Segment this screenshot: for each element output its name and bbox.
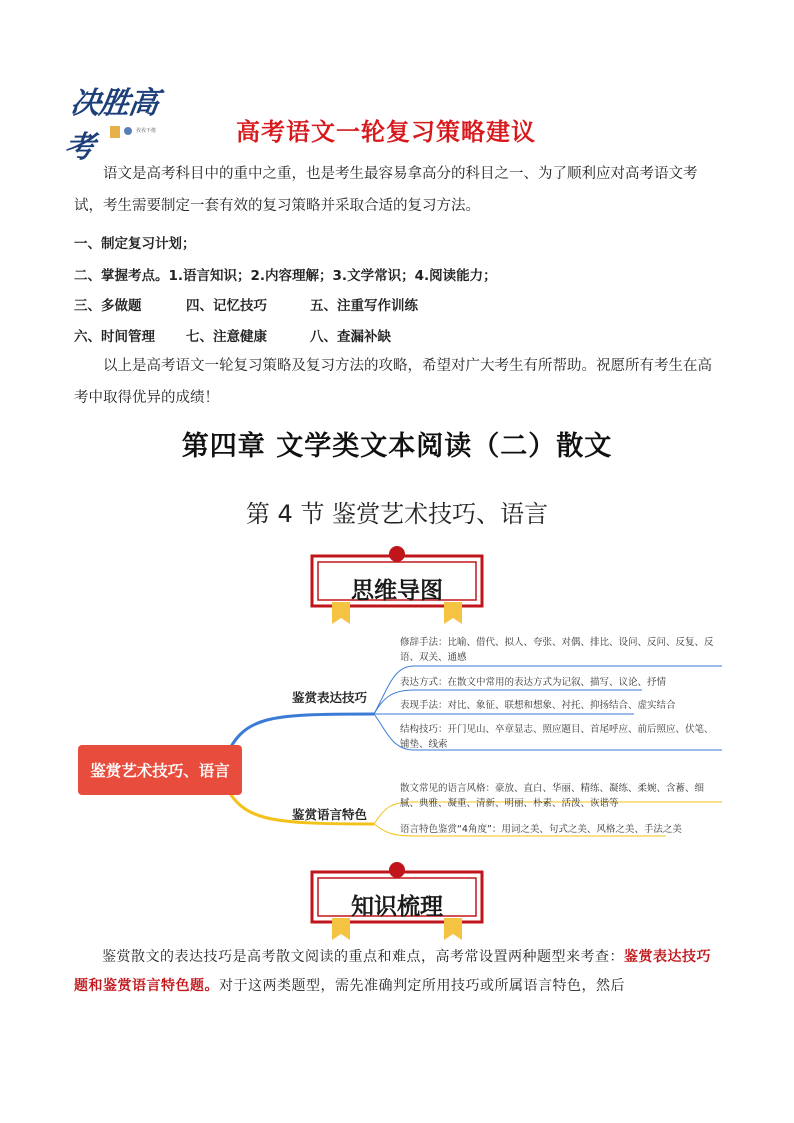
logo	[61, 78, 180, 165]
logo-subtext: 孜孜不倦	[136, 128, 157, 134]
closing-paragraph: 以上是高考语文一轮复习策略及复习方法的攻略，希望对广大考生有所帮助。祝愿所有考生在高考中取得优异的成绩！	[74, 358, 712, 406]
mindmap-banner-label: 思维导图	[351, 578, 443, 604]
body-highlight: 鉴赏表达技巧题和鉴赏语言特色题。	[74, 949, 711, 994]
strategy-item-1: 一、制定复习计划；	[74, 236, 196, 252]
chapter-title: 第四章 文学类文本阅读（二）散文	[181, 431, 613, 462]
mindmap-central-node: 鉴赏艺术技巧、语言	[78, 745, 242, 795]
logo-text: 决胜高考	[61, 86, 161, 165]
logo-decoration-icon	[108, 122, 164, 140]
knowledge-banner-label: 知识梳理	[351, 894, 443, 920]
mindmap-leaf-technique: 表现手法：对比、象征、联想和想象、衬托、抑扬结合、虚实结合	[400, 700, 676, 711]
body-text-1: 鉴赏散文的表达技巧是高考散文阅读的重点和难点，高考常设置两种题型来考查：	[102, 949, 624, 965]
page-header-title: 高考语文一轮复习策略建议	[236, 118, 536, 146]
section-title: 第 4 节 鉴赏艺术技巧、语言	[245, 500, 549, 528]
mindmap-leaf-rhetoric: 修辞手法：比喻、借代、拟人、夸张、对偶、排比、设问、反问、反复、反语、双关、通感	[400, 637, 714, 663]
mindmap-leaf-expression-mode: 表达方式：在散文中常用的表达方式为记叙、描写、议论、抒情	[400, 677, 667, 688]
strategy-item-7: 七、注意健康	[186, 329, 267, 345]
strategy-item-6: 六、时间管理	[74, 329, 155, 345]
knowledge-banner	[302, 860, 492, 944]
strategy-item-5: 五、注重写作训练	[310, 298, 418, 314]
mindmap-banner	[302, 544, 492, 628]
body-text-2: 对于这两类题型，需先准确判定所用技巧或所属语言特色，然后	[219, 978, 625, 994]
body-paragraph	[74, 943, 724, 1001]
mindmap-branch-language: 鉴赏语言特色	[292, 807, 368, 822]
mindmap	[74, 626, 724, 846]
strategy-item-2: 二、掌握考点。1.语言知识；2.内容理解；3.文学常识；4.阅读能力；	[74, 268, 497, 284]
mindmap-branch-expression: 鉴赏表达技巧	[292, 690, 368, 705]
intro-paragraph: 语文是高考科目中的重中之重，也是考生最容易拿高分的科目之一、为了顺利应对高考语文考试，考生需要制定一套有效的复习策略并采取合适的复习方法。	[74, 166, 698, 214]
mindmap-leaf-style: 散文常见的语言风格：豪放、直白、华丽、精练、凝练、柔婉、含蓄、细腻、典雅、凝重、清新、明丽、朴素、活泼、诙谐等	[400, 783, 705, 809]
strategy-item-3: 三、多做题	[74, 298, 142, 314]
strategy-item-4: 四、记忆技巧	[186, 298, 267, 314]
strategy-item-8: 八、查漏补缺	[310, 329, 391, 345]
mindmap-leaf-structure: 结构技巧：开门见山、卒章显志、照应题目、首尾呼应、前后照应、伏笔、铺垫、线索	[400, 724, 714, 750]
mindmap-leaf-angles: 语言特色鉴赏“4角度”：用词之美、句式之美、风格之美、手法之美	[400, 824, 682, 835]
